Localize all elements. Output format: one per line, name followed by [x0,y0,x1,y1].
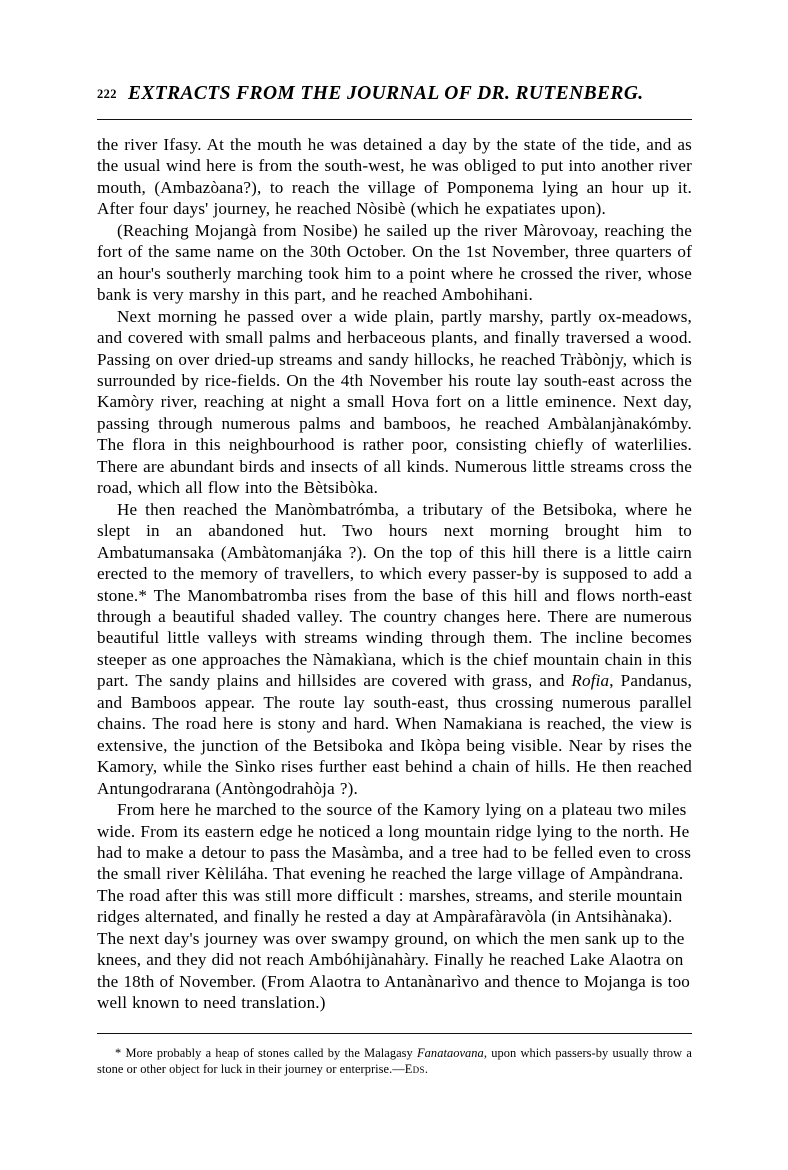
footnote-lead-text: More probably a heap of stones called by the Malagasy [121,1046,418,1060]
body-text-block [97,134,692,1014]
footnote-signature: Eds. [404,1061,429,1076]
paragraph-plain: Next morning he passed over a wide plain, partly marshy, partly ox-meadows, and covered with small palms and herbaceous plants, and finally traversed a wood. Passing on over dried-up streams and sandy hillocks, he reached Tràbònjy, which is surrounded by rice-fields. On the 4th November his route lay south-east across the Kamòry river, reaching at night a small Hova fort on a little eminence. Next day, passing through numerous palms and bamboos, he reached Ambàlanjànakómby. The flora in this neighbourhood is rather poor, consisting chiefly of waterlilies. There are abundant birds and insects of all kinds. Numerous little streams cross the road, which all flow into the Bètsibòka. [97,306,692,498]
paragraph-ifasy: the river Ifasy. At the mouth he was detained a day by the state of the tide, and as the usual wind here is from the south-west, he was obliged to put into another river mouth, (Ambazòana?), to reach the village of Pomponema lying an hour up it. After four days' journey, he reached Nòsibè (which he expatiates upon). [97,135,692,219]
italic-term: Rofia [571,671,610,691]
paragraph-manombatromba: He then reached the Manòmbatrómba, a tributary of the Betsiboka, where he slept in an abandoned hut. Two hours next morning brought him to Ambatumansaka (Ambàtomanjáka ?). On the top of this hill there is a little cairn erected to the memory of travellers, to which every passer-by is supposed to add a stone.* The Manombatromba rises from the base of this hill and flows north-east through a beautiful shaded valley. The country changes here. There are numerous beautiful little valleys with streams winding through them. The incline becomes steeper as one approaches the Nàmakìana, which is the chief mountain chain in this part. The sandy plains and hillsides are covered with grass, and Rofia, Pandanus, and Bamboos appear. The route lay south-east, thus crossing numerous parallel chains. The road here is stony and hard. When Namakiana is reached, the view is extensive, the junction of the Betsiboka and Ikòpa being visible. Near by rises the Kamory, while the Sìnko rises further east behind a chain of hills. He then reached Antungodrarana (Antòngodrahòja ?). [97,499,692,798]
paragraph-kamory-source: From here he marched to the source of the Kamory lying on a plateau two miles wide. From its eastern edge he noticed a long mountain ridge lying to the north. He had to make a detour to pass the Masàmba, and a tree had to be felled even to cross the small river Kèliláha. That evening he reached the large village of Ampàndrana. The road after this was still more difficult : marshes, streams, and sterile mountain ridges alternated, and finally he rested a day at Ampàrafàravòla (in Antsihànaka). The next day's journey was over swampy ground, on which the men sank up to the knees, and they did not reach Ambóhijànahàry. Finally he reached Lake Alaotra on the 18th of November. (From Alaotra to Antanànarìvo and thence to Mojanga is too well known to need translation.) [97,800,692,1013]
footnote-tail-text: , upon which passers-by usually throw a stone or other object for luck in their journey or enterprise.— [97,1046,692,1076]
footnote-block [97,1046,692,1077]
running-head [97,83,692,109]
paragraph-mojanga: (Reaching Mojangà from Nosibe) he sailed up the river Màrovoay, reaching the fort of the same name on the 30th October. On the 1st November, three quarters of an hour's southerly marching took him to a point where he crossed the river, whose bank is very marshy in this part, and he reached Ambohihani. [97,220,692,305]
running-head-title: EXTRACTS FROM THE JOURNAL OF DR. RUTENBERG. [127,83,644,104]
page-folio-number: 222 [97,87,117,101]
footnote-marker: * [115,1046,122,1060]
footnote-rule [97,1033,692,1034]
footnote-text [97,1046,692,1077]
header-rule [97,119,692,120]
footnote-italic-term: Fanataovana [417,1046,484,1060]
